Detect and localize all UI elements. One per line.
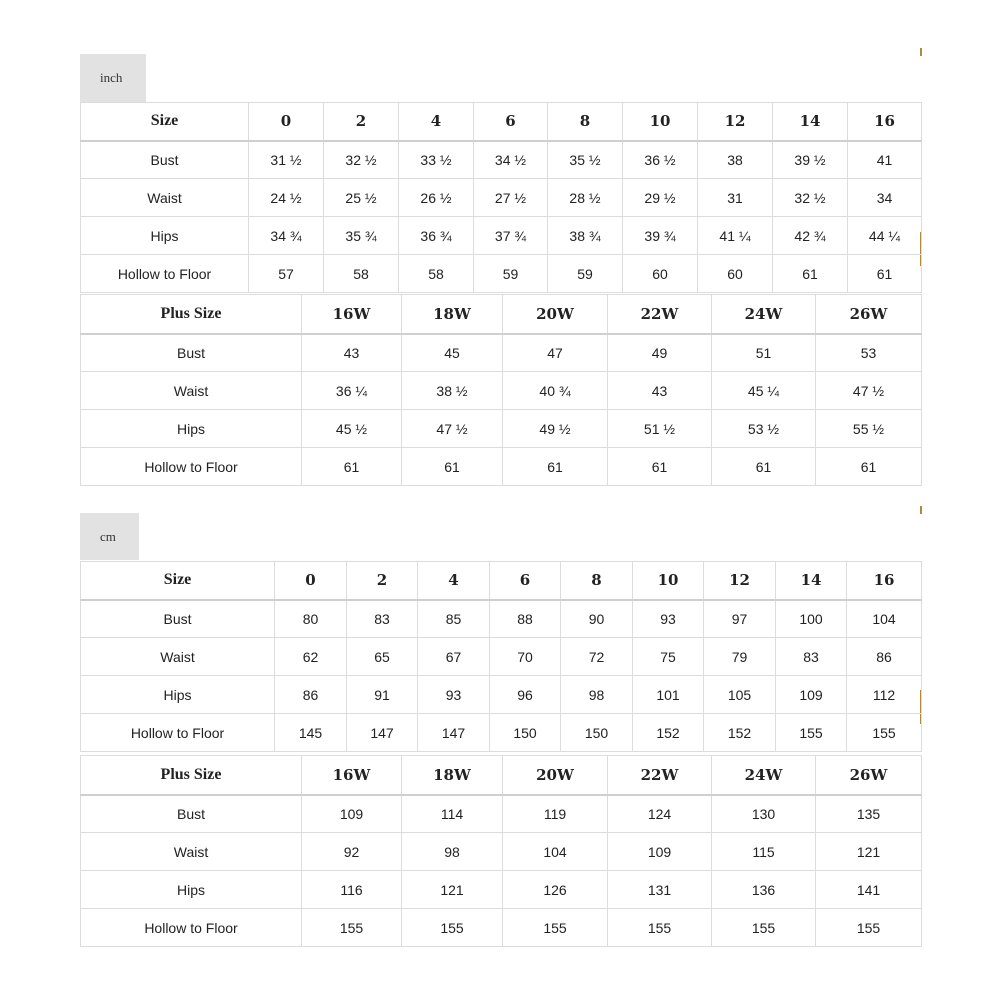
header-label-cell: Size xyxy=(81,562,275,600)
measurement-label-cell: Hips xyxy=(81,217,249,255)
measurement-value-cell: 91 xyxy=(347,676,418,714)
measurement-value-cell: 152 xyxy=(704,714,776,752)
measurement-value-cell: 43 xyxy=(302,334,402,372)
measurement-value-cell: 44 ¼ xyxy=(848,217,922,255)
measurement-label-cell: Waist xyxy=(81,372,302,410)
measurement-value-cell: 141 xyxy=(816,871,922,909)
measurement-value-cell: 28 ½ xyxy=(548,179,623,217)
size-header-cell: 6 xyxy=(474,103,548,141)
size-header-cell: 22W xyxy=(608,295,712,334)
table-header-row xyxy=(81,295,922,334)
measurement-value-cell: 53 ½ xyxy=(712,410,816,448)
measurement-value-cell: 155 xyxy=(776,714,847,752)
measurement-value-cell: 36 ¼ xyxy=(302,372,402,410)
measurement-value-cell: 104 xyxy=(847,600,922,638)
measurement-value-cell: 147 xyxy=(347,714,418,752)
measurement-value-cell: 155 xyxy=(402,909,503,947)
measurement-value-cell: 45 ½ xyxy=(302,410,402,448)
measurement-value-cell: 72 xyxy=(561,638,633,676)
measurement-label-cell: Bust xyxy=(81,334,302,372)
size-header-cell: 16W xyxy=(302,756,402,795)
size-header-cell: 8 xyxy=(561,562,633,600)
measurement-value-cell: 58 xyxy=(399,255,474,293)
measurement-value-cell: 109 xyxy=(302,795,402,833)
measurement-value-cell: 79 xyxy=(704,638,776,676)
measurement-value-cell: 61 xyxy=(773,255,848,293)
header-label-cell: Size xyxy=(81,103,249,141)
measurement-value-cell: 41 xyxy=(848,141,922,179)
measurement-value-cell: 61 xyxy=(848,255,922,293)
size-header-cell: 16 xyxy=(848,103,922,141)
table-row xyxy=(81,871,922,909)
measurement-value-cell: 85 xyxy=(418,600,490,638)
size-header-cell: 0 xyxy=(275,562,347,600)
size-header-cell: 4 xyxy=(399,103,474,141)
header-label-cell: Plus Size xyxy=(81,756,302,795)
measurement-value-cell: 155 xyxy=(816,909,922,947)
table-row xyxy=(81,179,922,217)
inch-tab-label: inch xyxy=(100,70,123,85)
measurement-label-cell: Hollow to Floor xyxy=(81,909,302,947)
measurement-value-cell: 92 xyxy=(302,833,402,871)
measurement-value-cell: 155 xyxy=(847,714,922,752)
measurement-value-cell: 38 ½ xyxy=(402,372,503,410)
measurement-label-cell: Hollow to Floor xyxy=(81,448,302,486)
measurement-value-cell: 88 xyxy=(490,600,561,638)
size-header-cell: 26W xyxy=(816,295,922,334)
measurement-value-cell: 155 xyxy=(608,909,712,947)
measurement-value-cell: 40 ¾ xyxy=(503,372,608,410)
measurement-value-cell: 112 xyxy=(847,676,922,714)
table-row xyxy=(81,372,922,410)
table-row xyxy=(81,410,922,448)
cm-regular-size-table xyxy=(80,561,922,752)
measurement-value-cell: 33 ½ xyxy=(399,141,474,179)
measurement-value-cell: 57 xyxy=(249,255,324,293)
table-header-row xyxy=(81,756,922,795)
measurement-value-cell: 86 xyxy=(275,676,347,714)
measurement-value-cell: 98 xyxy=(561,676,633,714)
size-header-cell: 16W xyxy=(302,295,402,334)
table-row xyxy=(81,255,922,293)
size-header-cell: 18W xyxy=(402,756,503,795)
measurement-value-cell: 61 xyxy=(712,448,816,486)
measurement-value-cell: 58 xyxy=(324,255,399,293)
size-header-cell: 12 xyxy=(704,562,776,600)
measurement-value-cell: 32 ½ xyxy=(773,179,848,217)
measurement-value-cell: 29 ½ xyxy=(623,179,698,217)
measurement-label-cell: Waist xyxy=(81,179,249,217)
measurement-value-cell: 115 xyxy=(712,833,816,871)
table-row xyxy=(81,795,922,833)
measurement-value-cell: 24 ½ xyxy=(249,179,324,217)
table-header-row xyxy=(81,103,922,141)
measurement-value-cell: 31 xyxy=(698,179,773,217)
measurement-value-cell: 97 xyxy=(704,600,776,638)
measurement-value-cell: 67 xyxy=(418,638,490,676)
measurement-value-cell: 98 xyxy=(402,833,503,871)
measurement-value-cell: 131 xyxy=(608,871,712,909)
measurement-value-cell: 34 xyxy=(848,179,922,217)
size-header-cell: 14 xyxy=(776,562,847,600)
measurement-value-cell: 38 xyxy=(698,141,773,179)
measurement-value-cell: 51 ½ xyxy=(608,410,712,448)
measurement-value-cell: 75 xyxy=(633,638,704,676)
size-header-cell: 2 xyxy=(347,562,418,600)
measurement-value-cell: 121 xyxy=(402,871,503,909)
measurement-value-cell: 42 ¾ xyxy=(773,217,848,255)
size-header-cell: 6 xyxy=(490,562,561,600)
measurement-value-cell: 37 ¾ xyxy=(474,217,548,255)
measurement-value-cell: 96 xyxy=(490,676,561,714)
measurement-value-cell: 65 xyxy=(347,638,418,676)
measurement-value-cell: 51 xyxy=(712,334,816,372)
measurement-value-cell: 121 xyxy=(816,833,922,871)
measurement-label-cell: Hips xyxy=(81,676,275,714)
measurement-value-cell: 60 xyxy=(698,255,773,293)
measurement-value-cell: 114 xyxy=(402,795,503,833)
size-header-cell: 24W xyxy=(712,756,816,795)
measurement-value-cell: 36 ¾ xyxy=(399,217,474,255)
measurement-value-cell: 93 xyxy=(418,676,490,714)
table-row xyxy=(81,600,922,638)
measurement-value-cell: 80 xyxy=(275,600,347,638)
inch-plus-size-table xyxy=(80,294,922,486)
measurement-label-cell: Hips xyxy=(81,871,302,909)
measurement-value-cell: 93 xyxy=(633,600,704,638)
measurement-label-cell: Bust xyxy=(81,600,275,638)
size-header-cell: 4 xyxy=(418,562,490,600)
measurement-value-cell: 43 xyxy=(608,372,712,410)
edge-mark xyxy=(920,48,922,56)
size-header-cell: 22W xyxy=(608,756,712,795)
measurement-value-cell: 86 xyxy=(847,638,922,676)
measurement-value-cell: 47 xyxy=(503,334,608,372)
measurement-value-cell: 53 xyxy=(816,334,922,372)
measurement-value-cell: 34 ¾ xyxy=(249,217,324,255)
measurement-value-cell: 49 xyxy=(608,334,712,372)
measurement-value-cell: 25 ½ xyxy=(324,179,399,217)
measurement-value-cell: 26 ½ xyxy=(399,179,474,217)
measurement-value-cell: 135 xyxy=(816,795,922,833)
measurement-value-cell: 152 xyxy=(633,714,704,752)
measurement-value-cell: 83 xyxy=(347,600,418,638)
size-header-cell: 20W xyxy=(503,756,608,795)
measurement-value-cell: 116 xyxy=(302,871,402,909)
measurement-value-cell: 119 xyxy=(503,795,608,833)
size-header-cell: 24W xyxy=(712,295,816,334)
measurement-value-cell: 109 xyxy=(776,676,847,714)
measurement-value-cell: 59 xyxy=(474,255,548,293)
measurement-label-cell: Hollow to Floor xyxy=(81,714,275,752)
size-header-cell: 12 xyxy=(698,103,773,141)
measurement-value-cell: 150 xyxy=(561,714,633,752)
table-row xyxy=(81,638,922,676)
size-header-cell: 10 xyxy=(623,103,698,141)
measurement-label-cell: Waist xyxy=(81,833,302,871)
table-row xyxy=(81,141,922,179)
table-row xyxy=(81,714,922,752)
size-header-cell: 0 xyxy=(249,103,324,141)
measurement-value-cell: 62 xyxy=(275,638,347,676)
measurement-label-cell: Bust xyxy=(81,141,249,179)
measurement-value-cell: 34 ½ xyxy=(474,141,548,179)
measurement-value-cell: 35 ½ xyxy=(548,141,623,179)
measurement-value-cell: 155 xyxy=(302,909,402,947)
measurement-value-cell: 100 xyxy=(776,600,847,638)
measurement-value-cell: 130 xyxy=(712,795,816,833)
measurement-value-cell: 105 xyxy=(704,676,776,714)
measurement-label-cell: Hollow to Floor xyxy=(81,255,249,293)
size-header-cell: 26W xyxy=(816,756,922,795)
table-row xyxy=(81,676,922,714)
measurement-value-cell: 59 xyxy=(548,255,623,293)
measurement-value-cell: 136 xyxy=(712,871,816,909)
measurement-value-cell: 49 ½ xyxy=(503,410,608,448)
size-header-cell: 18W xyxy=(402,295,503,334)
cm-tab-label: cm xyxy=(100,528,116,544)
measurement-value-cell: 155 xyxy=(712,909,816,947)
table-row xyxy=(81,833,922,871)
measurement-value-cell: 61 xyxy=(816,448,922,486)
measurement-value-cell: 155 xyxy=(503,909,608,947)
size-header-cell: 16 xyxy=(847,562,922,600)
inch-regular-size-table xyxy=(80,102,922,293)
measurement-value-cell: 60 xyxy=(623,255,698,293)
measurement-value-cell: 47 ½ xyxy=(816,372,922,410)
measurement-value-cell: 61 xyxy=(503,448,608,486)
measurement-value-cell: 45 ¼ xyxy=(712,372,816,410)
measurement-value-cell: 45 xyxy=(402,334,503,372)
measurement-value-cell: 147 xyxy=(418,714,490,752)
measurement-value-cell: 39 ¾ xyxy=(623,217,698,255)
measurement-value-cell: 47 ½ xyxy=(402,410,503,448)
header-label-cell: Plus Size xyxy=(81,295,302,334)
size-header-cell: 14 xyxy=(773,103,848,141)
measurement-value-cell: 55 ½ xyxy=(816,410,922,448)
measurement-value-cell: 39 ½ xyxy=(773,141,848,179)
measurement-value-cell: 145 xyxy=(275,714,347,752)
measurement-label-cell: Waist xyxy=(81,638,275,676)
measurement-value-cell: 104 xyxy=(503,833,608,871)
measurement-value-cell: 101 xyxy=(633,676,704,714)
measurement-value-cell: 124 xyxy=(608,795,712,833)
measurement-value-cell: 31 ½ xyxy=(249,141,324,179)
inch-tab[interactable] xyxy=(80,54,146,102)
table-row xyxy=(81,334,922,372)
edge-mark xyxy=(920,506,922,514)
measurement-value-cell: 32 ½ xyxy=(324,141,399,179)
measurement-value-cell: 35 ¾ xyxy=(324,217,399,255)
cm-plus-size-table xyxy=(80,755,922,947)
measurement-value-cell: 109 xyxy=(608,833,712,871)
measurement-value-cell: 150 xyxy=(490,714,561,752)
measurement-value-cell: 90 xyxy=(561,600,633,638)
measurement-value-cell: 61 xyxy=(402,448,503,486)
table-row xyxy=(81,909,922,947)
size-header-cell: 10 xyxy=(633,562,704,600)
measurement-value-cell: 27 ½ xyxy=(474,179,548,217)
measurement-value-cell: 61 xyxy=(302,448,402,486)
table-row xyxy=(81,448,922,486)
measurement-value-cell: 83 xyxy=(776,638,847,676)
measurement-label-cell: Hips xyxy=(81,410,302,448)
size-header-cell: 8 xyxy=(548,103,623,141)
measurement-value-cell: 61 xyxy=(608,448,712,486)
measurement-label-cell: Bust xyxy=(81,795,302,833)
table-header-row xyxy=(81,562,922,600)
measurement-value-cell: 38 ¾ xyxy=(548,217,623,255)
table-row xyxy=(81,217,922,255)
measurement-value-cell: 41 ¼ xyxy=(698,217,773,255)
size-header-cell: 2 xyxy=(324,103,399,141)
cm-tab[interactable] xyxy=(80,513,139,560)
measurement-value-cell: 126 xyxy=(503,871,608,909)
size-header-cell: 20W xyxy=(503,295,608,334)
measurement-value-cell: 70 xyxy=(490,638,561,676)
measurement-value-cell: 36 ½ xyxy=(623,141,698,179)
